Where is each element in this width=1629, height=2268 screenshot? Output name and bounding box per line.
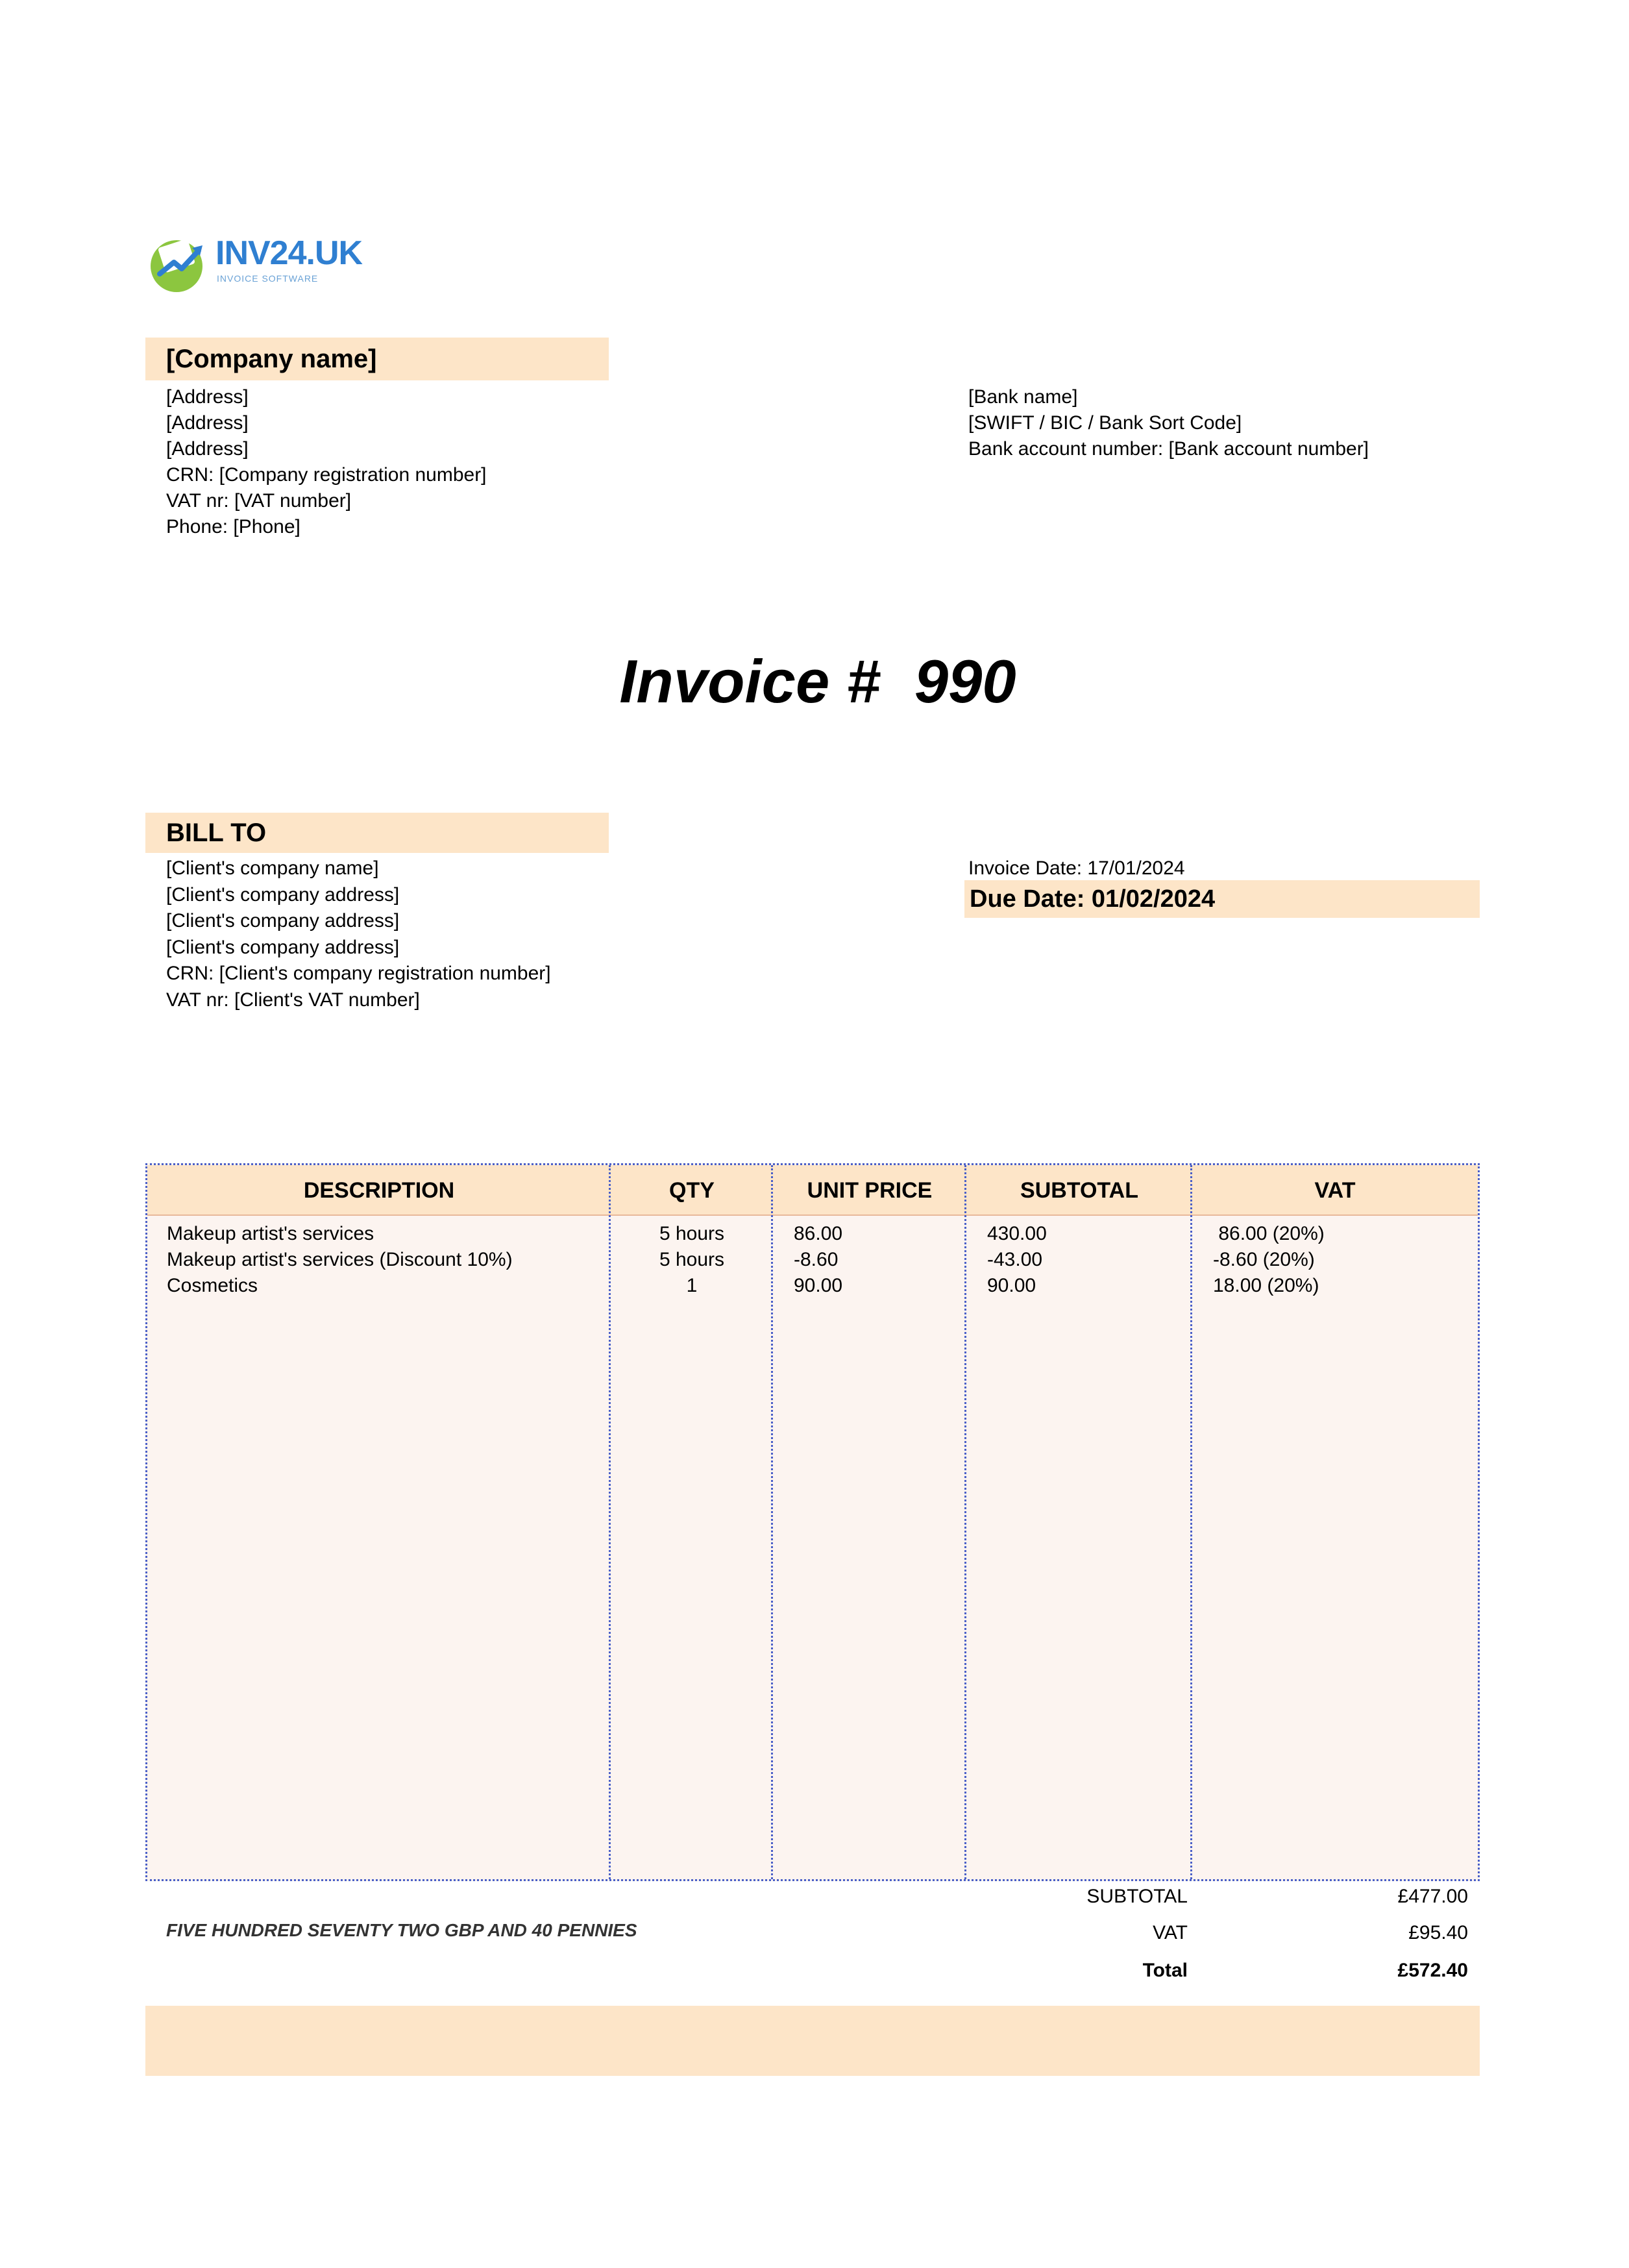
subtotal-label: SUBTOTAL <box>1086 1886 1188 1907</box>
row-vat: 86.00 (20%) <box>1213 1223 1325 1244</box>
header-description: DESCRIPTION <box>303 1178 455 1203</box>
header-vat: VAT <box>1314 1178 1356 1203</box>
bill-to-label: BILL TO <box>166 819 267 847</box>
client-crn: CRN: [Client's company registration number] <box>166 963 551 984</box>
company-address-1: [Address] <box>166 386 249 408</box>
company-address-2: [Address] <box>166 412 249 434</box>
row-subtotal: 430.00 <box>987 1223 1047 1244</box>
client-company-name: [Client's company name] <box>166 857 379 879</box>
row-subtotal: 90.00 <box>987 1275 1036 1296</box>
row-qty: 5 hours <box>659 1249 725 1270</box>
header-unit-price: UNIT PRICE <box>807 1178 933 1203</box>
table-row <box>147 1221 1478 1247</box>
table-body <box>147 1221 1478 1299</box>
due-date: Due Date: 01/02/2024 <box>970 885 1216 913</box>
logo-icon <box>145 231 210 296</box>
client-address-2: [Client's company address] <box>166 910 400 931</box>
table-header <box>147 1165 1478 1216</box>
items-table <box>145 1163 1480 1881</box>
client-vat: VAT nr: [Client's VAT number] <box>166 989 420 1011</box>
company-phone: Phone: [Phone] <box>166 516 300 537</box>
company-details <box>166 384 487 540</box>
row-qty: 1 <box>686 1275 698 1296</box>
amount-in-words: FIVE HUNDRED SEVENTY TWO GBP AND 40 PENNIES <box>166 1920 637 1940</box>
row-vat: 18.00 (20%) <box>1213 1275 1319 1296</box>
bank-account-number: Bank account number: [Bank account number] <box>968 438 1369 460</box>
invoice-date: Invoice Date: 17/01/2024 <box>968 857 1185 879</box>
header-subtotal: SUBTOTAL <box>1020 1178 1138 1203</box>
row-unit-price: -8.60 <box>794 1249 839 1270</box>
row-vat: -8.60 (20%) <box>1213 1249 1315 1270</box>
row-description: Makeup artist's services <box>167 1223 374 1244</box>
bank-name: [Bank name] <box>968 386 1078 408</box>
company-crn: CRN: [Company registration number] <box>166 464 487 486</box>
row-unit-price: 90.00 <box>794 1275 843 1296</box>
bank-details <box>968 384 1369 462</box>
client-address-3: [Client's company address] <box>166 936 400 958</box>
row-description: Makeup artist's services (Discount 10%) <box>167 1249 513 1270</box>
row-description: Cosmetics <box>167 1275 258 1296</box>
footer-band <box>145 2006 1480 2076</box>
client-details <box>166 856 551 1013</box>
vat-value: £95.40 <box>1408 1922 1468 1943</box>
bank-swift: [SWIFT / BIC / Bank Sort Code] <box>968 412 1242 434</box>
logo-brand: INV24.UK <box>215 234 363 272</box>
total-label: Total <box>1142 1960 1188 1981</box>
row-subtotal: -43.00 <box>987 1249 1043 1270</box>
vat-label: VAT <box>1153 1922 1188 1943</box>
invoice-title: Invoice # 990 <box>619 647 1016 715</box>
logo-tagline: INVOICE SOFTWARE <box>217 273 319 284</box>
company-address-3: [Address] <box>166 438 249 460</box>
total-value: £572.40 <box>1397 1960 1468 1981</box>
row-qty: 5 hours <box>659 1223 725 1244</box>
client-address-1: [Client's company address] <box>166 883 400 906</box>
company-name: [Company name] <box>166 345 377 373</box>
table-row <box>147 1247 1478 1273</box>
subtotal-value: £477.00 <box>1397 1886 1468 1907</box>
company-vat: VAT nr: [VAT number] <box>166 490 352 512</box>
header-qty: QTY <box>669 1178 715 1203</box>
table-row <box>147 1273 1478 1299</box>
logo <box>145 231 363 296</box>
row-unit-price: 86.00 <box>794 1223 843 1244</box>
